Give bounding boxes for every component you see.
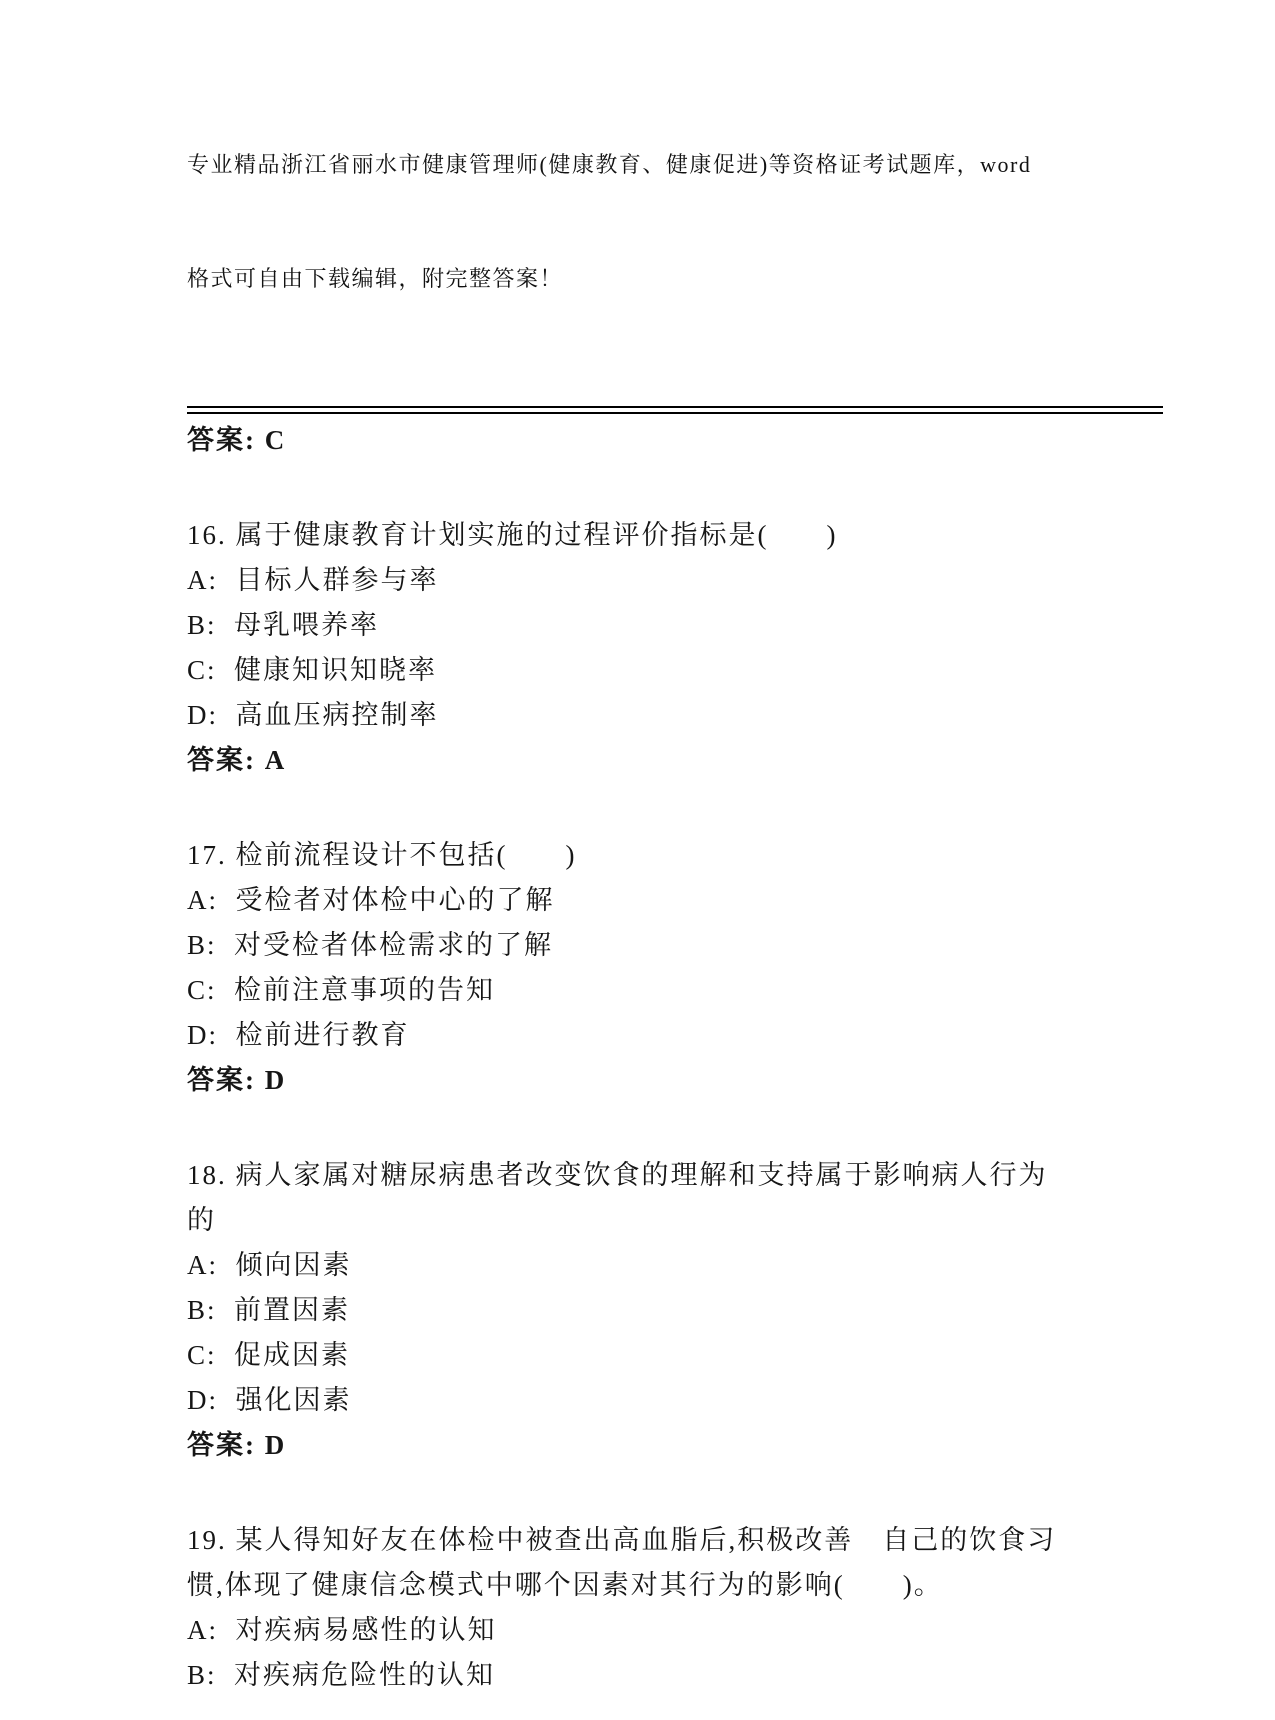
question-19-option-b: B: 对疾病危险性的认知: [187, 1660, 496, 1690]
question-16-option-a: A: 目标人群参与率: [187, 565, 439, 595]
document-body: [187, 418, 1275, 1698]
question-16-option-c: C: 健康知识知晓率: [187, 655, 438, 685]
question-18-option-d: D: 强化因素: [187, 1385, 352, 1415]
question-block-18: [187, 1153, 1275, 1468]
answer-line-q17: 答案: D: [187, 1065, 287, 1095]
question-block-19: [187, 1518, 1275, 1698]
answer-line-q18: 答案: D: [187, 1430, 287, 1460]
question-18-option-a: A: 倾向因素: [187, 1250, 352, 1280]
question-block-17: [187, 833, 1275, 1103]
header-line-1: 专业精品浙江省丽水市健康管理师(健康教育、健康促进)等资格证考试题库，word: [187, 152, 1032, 177]
question-19-option-a: A: 对疾病易感性的认知: [187, 1615, 497, 1645]
question-17-option-b: B: 对受检者体检需求的了解: [187, 930, 554, 960]
question-17-option-a: A: 受检者对体检中心的了解: [187, 885, 555, 915]
question-16-option-d: D: 高血压病控制率: [187, 700, 439, 730]
question-text-18: 18. 病人家属对糖尿病患者改变饮食的理解和支持属于影响病人行为的: [187, 1160, 1048, 1235]
question-16-option-b: B: 母乳喂养率: [187, 610, 380, 640]
header-line-2: 格式可自由下载编辑，附完整答案！: [187, 266, 564, 291]
question-18-option-b: B: 前置因素: [187, 1295, 351, 1325]
answer-line-q16: 答案: A: [187, 745, 287, 775]
document-header: [187, 70, 1092, 374]
question-18-option-c: C: 促成因素: [187, 1340, 351, 1370]
header-divider: [187, 406, 1163, 414]
document-page: [0, 70, 1275, 1720]
question-17-option-c: C: 检前注意事项的告知: [187, 975, 496, 1005]
question-17-option-d: D: 检前进行教育: [187, 1020, 410, 1050]
question-text-16: 16. 属于健康教育计划实施的过程评价指标是( ): [187, 520, 838, 550]
question-text-17: 17. 检前流程设计不包括( ): [187, 840, 577, 870]
question-text-19: 19. 某人得知好友在体检中被查出高血脂后,积极改善 自己的饮食习惯,体现了健康信念模式中哪个因素对其行为的影响( )。: [187, 1525, 1057, 1600]
question-block-16: [187, 513, 1275, 783]
answer-line-q15: 答案: C: [187, 425, 287, 455]
